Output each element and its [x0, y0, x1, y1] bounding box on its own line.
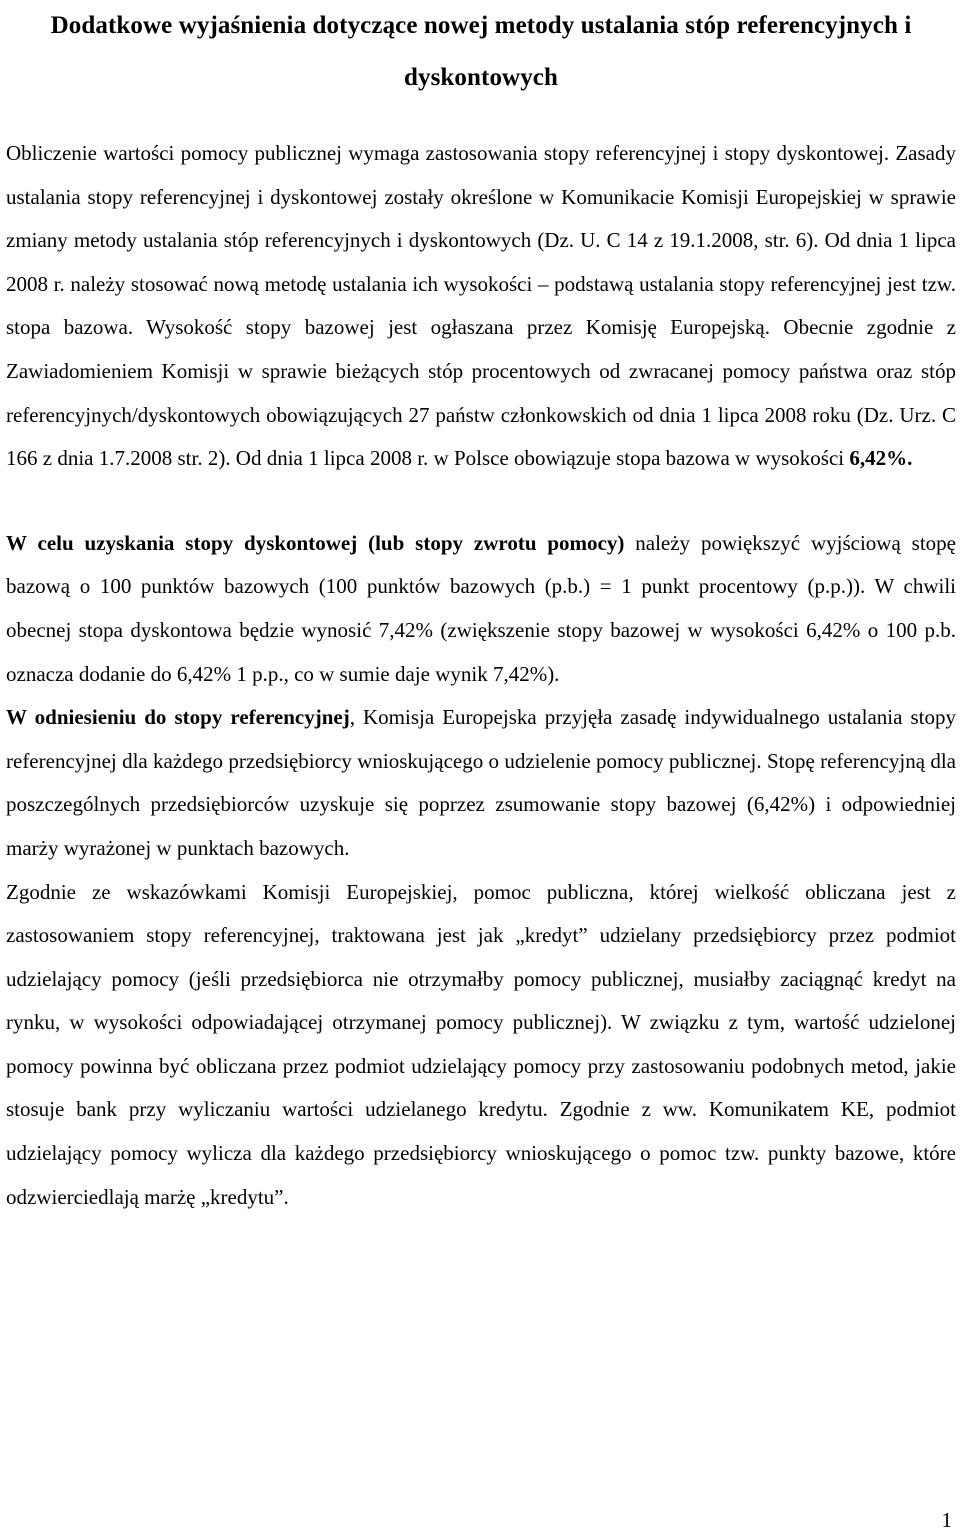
- paragraph-reference-rate: [6, 696, 956, 870]
- document-title: Dodatkowe wyjaśnienia dotyczące nowej metody ustalania stóp referencyjnych i dyskontowych: [50, 12, 912, 91]
- paragraph-reference-rate-text: , Komisja Europejska przyjęła zasadę indywidualnego ustalania stopy referencyjnej dla każdego przedsiębiorcy wnioskującego o udzielenie pomocy publicznej. Stopę referencyjną dla poszczególnych przedsiębiorców uzyskuje się poprzez zsumowanie stopy bazowej (6,42%) i odpowiedniej marży wyrażonej w punktach bazowych.: [6, 705, 956, 860]
- paragraph-credit-guidance: Zgodnie ze wskazówkami Komisji Europejskiej, pomoc publiczna, której wielkość obliczana jest z zastosowaniem stopy referencyjnej, traktowana jest jak „kredyt” udzielany przedsiębiorcy przez podmiot udzielający pomocy (jeśli przedsiębiorca nie otrzymałby pomocy publicznej, musiałby zaciągnąć kredyt na rynku, w wysokości odpowiadającej otrzymanej pomocy publicznej). W związku z tym, wartość udzielonej pomocy powinna być obliczana przez podmiot udzielający pomocy przy zastosowaniu podobnych metod, jakie stosuje bank przy wyliczaniu wartości udzielanego kredytu. Zgodnie z ww. Komunikatem KE, podmiot udzielający pomocy wylicza dla każdego przedsiębiorcy wnioskującego o pomoc tzw. punkty bazowe, które odzwierciedlają marżę „kredytu”.: [6, 879, 956, 1209]
- paragraph-base-rate: [6, 132, 956, 481]
- document-page: [6, 0, 956, 1219]
- base-rate-value: 6,42%.: [849, 446, 913, 471]
- reference-rate-lead: W odniesieniu do stopy referencyjnej: [6, 705, 350, 730]
- paragraph-discount-rate-text: należy powiększyć wyjściową stopę bazową o 100 punktów bazowych (100 punktów bazowych (p.b.) = 1 punkt procentowy (p.p.)). W chwili obecnej stopa dyskontowa będzie wynosić 7,42% (zwiększenie stopy bazowej w wysokości 6,42% o 100 p.b. oznacza dodanie do 6,42% 1 p.p., co w sumie daje wynik 7,42%).: [6, 530, 956, 686]
- discount-rate-lead: W celu uzyskania stopy dyskontowej (lub stopy zwrotu pomocy): [6, 530, 625, 555]
- paragraph-discount-rate: [6, 522, 956, 696]
- page-number: 1: [941, 1508, 952, 1532]
- paragraph-base-rate-text: Obliczenie wartości pomocy publicznej wymaga zastosowania stopy referencyjnej i stopy dyskontowej. Zasady ustalania stopy referencyjnej i dyskontowej zostały określone w Komunikacie Komisji Europejskiej w sprawie zmiany metody ustalania stóp referencyjnych i dyskontowych (Dz. U. C 14 z 19.1.2008, str. 6). Od dnia 1 lipca 2008 r. należy stosować nową metodę ustalania ich wysokości – podstawą ustalania stopy referencyjnej jest tzw. stopa bazowa. Wysokość stopy bazowej jest ogłaszana przez Komisję Europejską. Obecnie zgodnie z Zawiadomieniem Komisji w sprawie bieżących stóp procentowych od zwracanej pomocy państwa oraz stóp referencyjnych/dyskontowych obowiązujących 27 państw członkowskich od dnia 1 lipca 2008 roku (Dz. Urz. C 166 z dnia 1.7.2008 str. 2). Od dnia 1 lipca 2008 r. w Polsce obowiązuje stopa bazowa w wysokości: [6, 141, 956, 471]
